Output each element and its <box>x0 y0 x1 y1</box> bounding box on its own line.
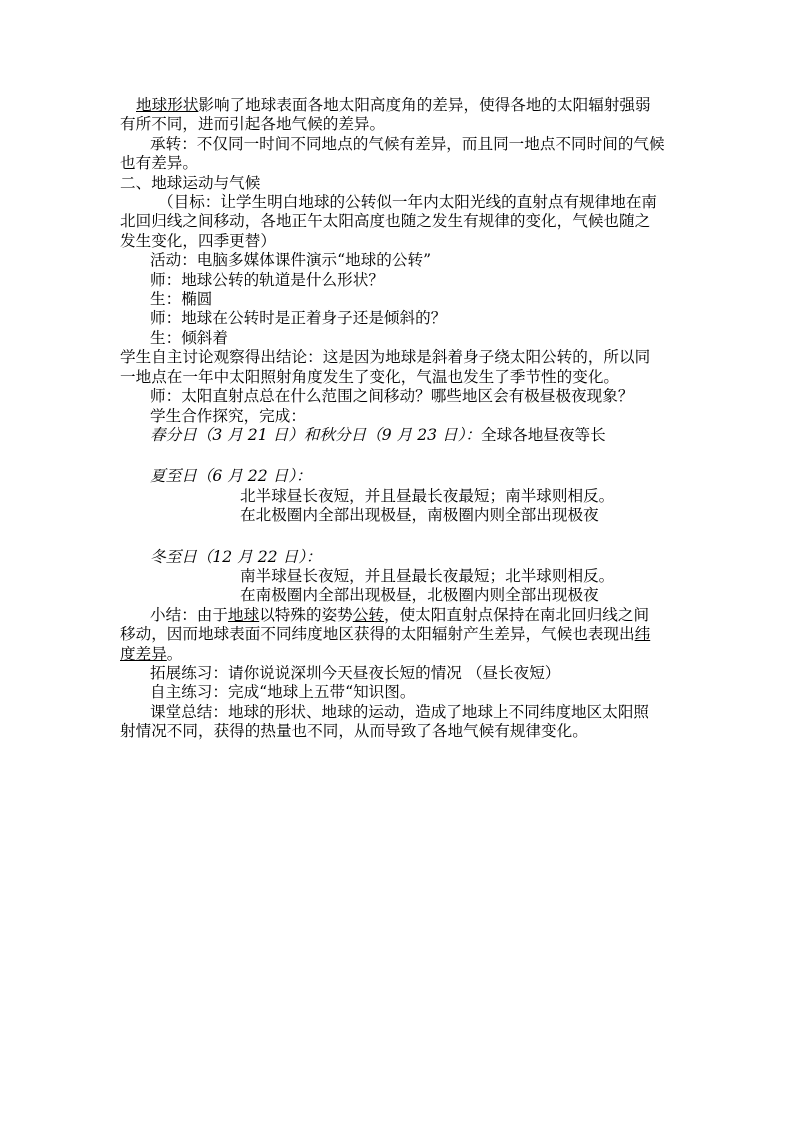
student-answer: 生：椭圆 <box>150 290 213 309</box>
paragraph-conclusion: 学生自主讨论观察得出结论：这是因为地球是斜着身子绕太阳公转的，所以同 <box>120 348 651 367</box>
paragraph-text-line: 发生变化，四季更替） <box>120 231 276 250</box>
summer-solstice-label: 夏至日（6 月 22 日）： <box>150 467 312 486</box>
summary-line <box>120 606 680 625</box>
spacer <box>120 526 680 548</box>
cooperation-line: 学生合作探究，完成： <box>150 406 306 425</box>
summary-text: ，使太阳直射点保持在南北回归线之间 <box>383 605 650 624</box>
paragraph-text-line: 一地点在一年中太阳照射角度发生了变化，气温也发生了季节性的变化。 <box>120 367 620 386</box>
underlined-term-earth-shape: 地球形状 <box>136 96 199 114</box>
teacher-question: 师：地球公转的轨道是什么形状？ <box>150 270 384 289</box>
winter-solstice-text: 南半球昼长夜短，并且昼最长夜最短；北半球则相反。 <box>240 566 615 585</box>
summary-text: 小结：由于 <box>150 605 228 624</box>
equinox-text: 全球各地昼夜等长 <box>480 425 606 444</box>
paragraph-text-line: 北回归线之间移动，各地正午太阳高度也随之发生有规律的变化，气候也随之 <box>120 212 651 231</box>
underlined-term-earth: 地球 <box>227 605 260 624</box>
paragraph-transition: 承转：不仅同一时间不同地点的气候有差异，而且同一地点不同时间的气候 <box>150 134 665 153</box>
underlined-term-revolution: 公转 <box>352 605 384 624</box>
equinox-line <box>120 426 680 445</box>
summer-solstice-text: 北半球昼长夜短，并且昼最长夜最短；南半球则相反。 <box>240 486 615 505</box>
class-summary: 课堂总结：地球的形状、地球的运动，造成了地球上不同纬度地区太阳照 <box>150 702 650 721</box>
teacher-question: 师：太阳直射点总在什么范围之间移动？哪些地区会有极昼极夜现象？ <box>150 387 634 406</box>
activity-line: 活动：电脑多媒体课件演示“地球的公转” <box>150 251 432 270</box>
paragraph-goal: （目标：让学生明白地球的公转似一年内太阳光线的直射点有规律地在南 <box>158 193 658 212</box>
winter-solstice-label: 冬至日（12 月 22 日）： <box>150 547 322 566</box>
document-page <box>120 96 680 742</box>
paragraph-text-line: 也有差异。 <box>120 154 198 173</box>
summary-text: 以特殊的姿势 <box>259 605 353 624</box>
paragraph-earth-shape <box>120 96 680 115</box>
self-exercise: 自主练习：完成“地球上五带“知识图。 <box>150 683 416 702</box>
teacher-question: 师：地球在公转时是正着身子还是倾斜的？ <box>150 309 447 328</box>
spacer <box>120 445 680 467</box>
section-heading: 二、地球运动与气候 <box>120 173 261 192</box>
summary-line <box>120 625 680 644</box>
paragraph-text: 影响了地球表面各地太阳高度角的差异，使得各地的太阳辐射强弱 <box>198 96 651 114</box>
underlined-term-difference: 度差异 <box>120 644 167 663</box>
paragraph-text-line: 射情况不同，获得的热量也不同，从而导致了各地气候有规律变化。 <box>120 722 588 741</box>
summer-solstice-text: 在北极圈内全部出现极昼，南极圈内则全部出现极夜 <box>240 506 599 525</box>
summary-text: 移动，因而地球表面不同纬度地区获得的太阳辐射产生差异，气候也表现出 <box>120 625 635 644</box>
summary-line <box>120 645 680 664</box>
paragraph-text-line: 有所不同，进而引起各地气候的差异。 <box>120 115 386 134</box>
underlined-term-latitude: 纬 <box>634 625 651 644</box>
summary-text: 。 <box>166 644 183 663</box>
equinox-label: 春分日（3 月 21 日）和秋分日（9 月 23 日）： <box>150 425 481 444</box>
winter-solstice-text: 在南极圈内全部出现极昼，北极圈内则全部出现极夜 <box>240 586 599 605</box>
student-answer: 生：倾斜着 <box>150 328 228 347</box>
extension-exercise: 拓展练习：请你说说深圳今天昼夜长短的情况 （昼长夜短） <box>150 663 561 682</box>
